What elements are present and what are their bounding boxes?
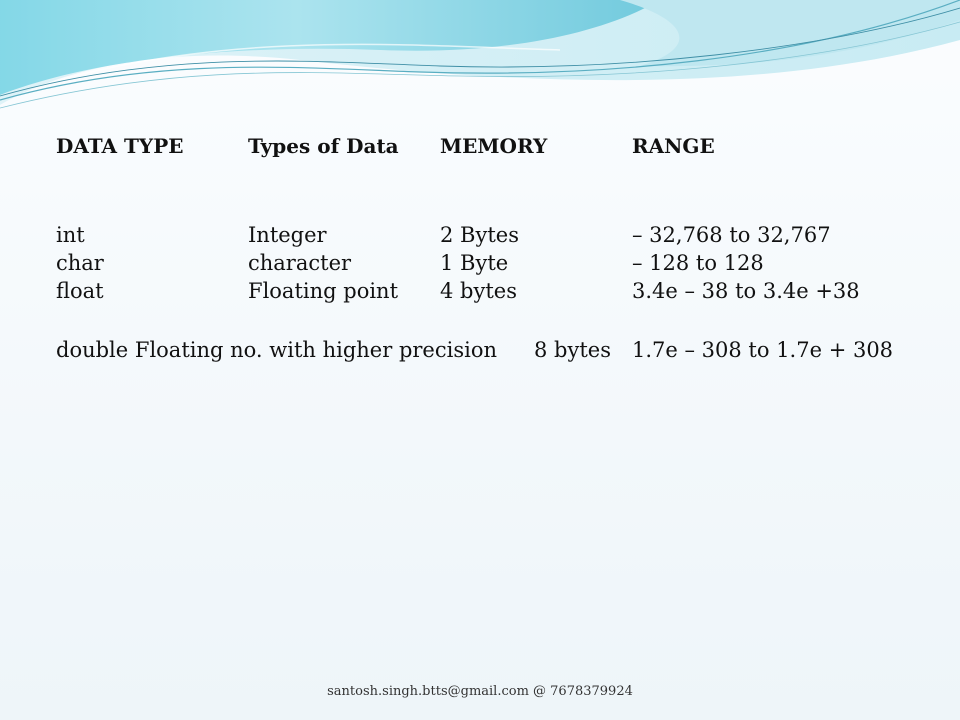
row-int-type: int bbox=[56, 223, 85, 247]
row-int-range: – 32,768 to 32,767 bbox=[632, 223, 831, 247]
footer-contact: santosh.singh.btts@gmail.com @ 7678379924 bbox=[327, 684, 633, 699]
row-char-type: char bbox=[56, 251, 104, 275]
row-double-range: 1.7e – 308 to 1.7e + 308 bbox=[632, 338, 894, 362]
header-memory: MEMORY bbox=[440, 134, 548, 158]
row-char-memory: 1 Byte bbox=[440, 251, 509, 275]
row-char-range: – 128 to 128 bbox=[632, 251, 764, 275]
row-int-memory: 2 Bytes bbox=[440, 223, 519, 247]
row-int-desc: Integer bbox=[248, 223, 327, 247]
row-double-memory: 8 bytes bbox=[534, 338, 611, 362]
header-types-of-data: Types of Data bbox=[248, 134, 399, 158]
row-float-range: 3.4e – 38 to 3.4e +38 bbox=[632, 279, 860, 303]
row-double-type-desc: double Floating no. with higher precision bbox=[56, 338, 497, 362]
row-float-type: float bbox=[56, 279, 104, 303]
header-data-type: DATA TYPE bbox=[56, 134, 184, 158]
header-range: RANGE bbox=[632, 134, 715, 158]
row-float-desc: Floating point bbox=[248, 279, 399, 303]
row-float-memory: 4 bytes bbox=[440, 279, 517, 303]
row-char-desc: character bbox=[248, 251, 352, 275]
